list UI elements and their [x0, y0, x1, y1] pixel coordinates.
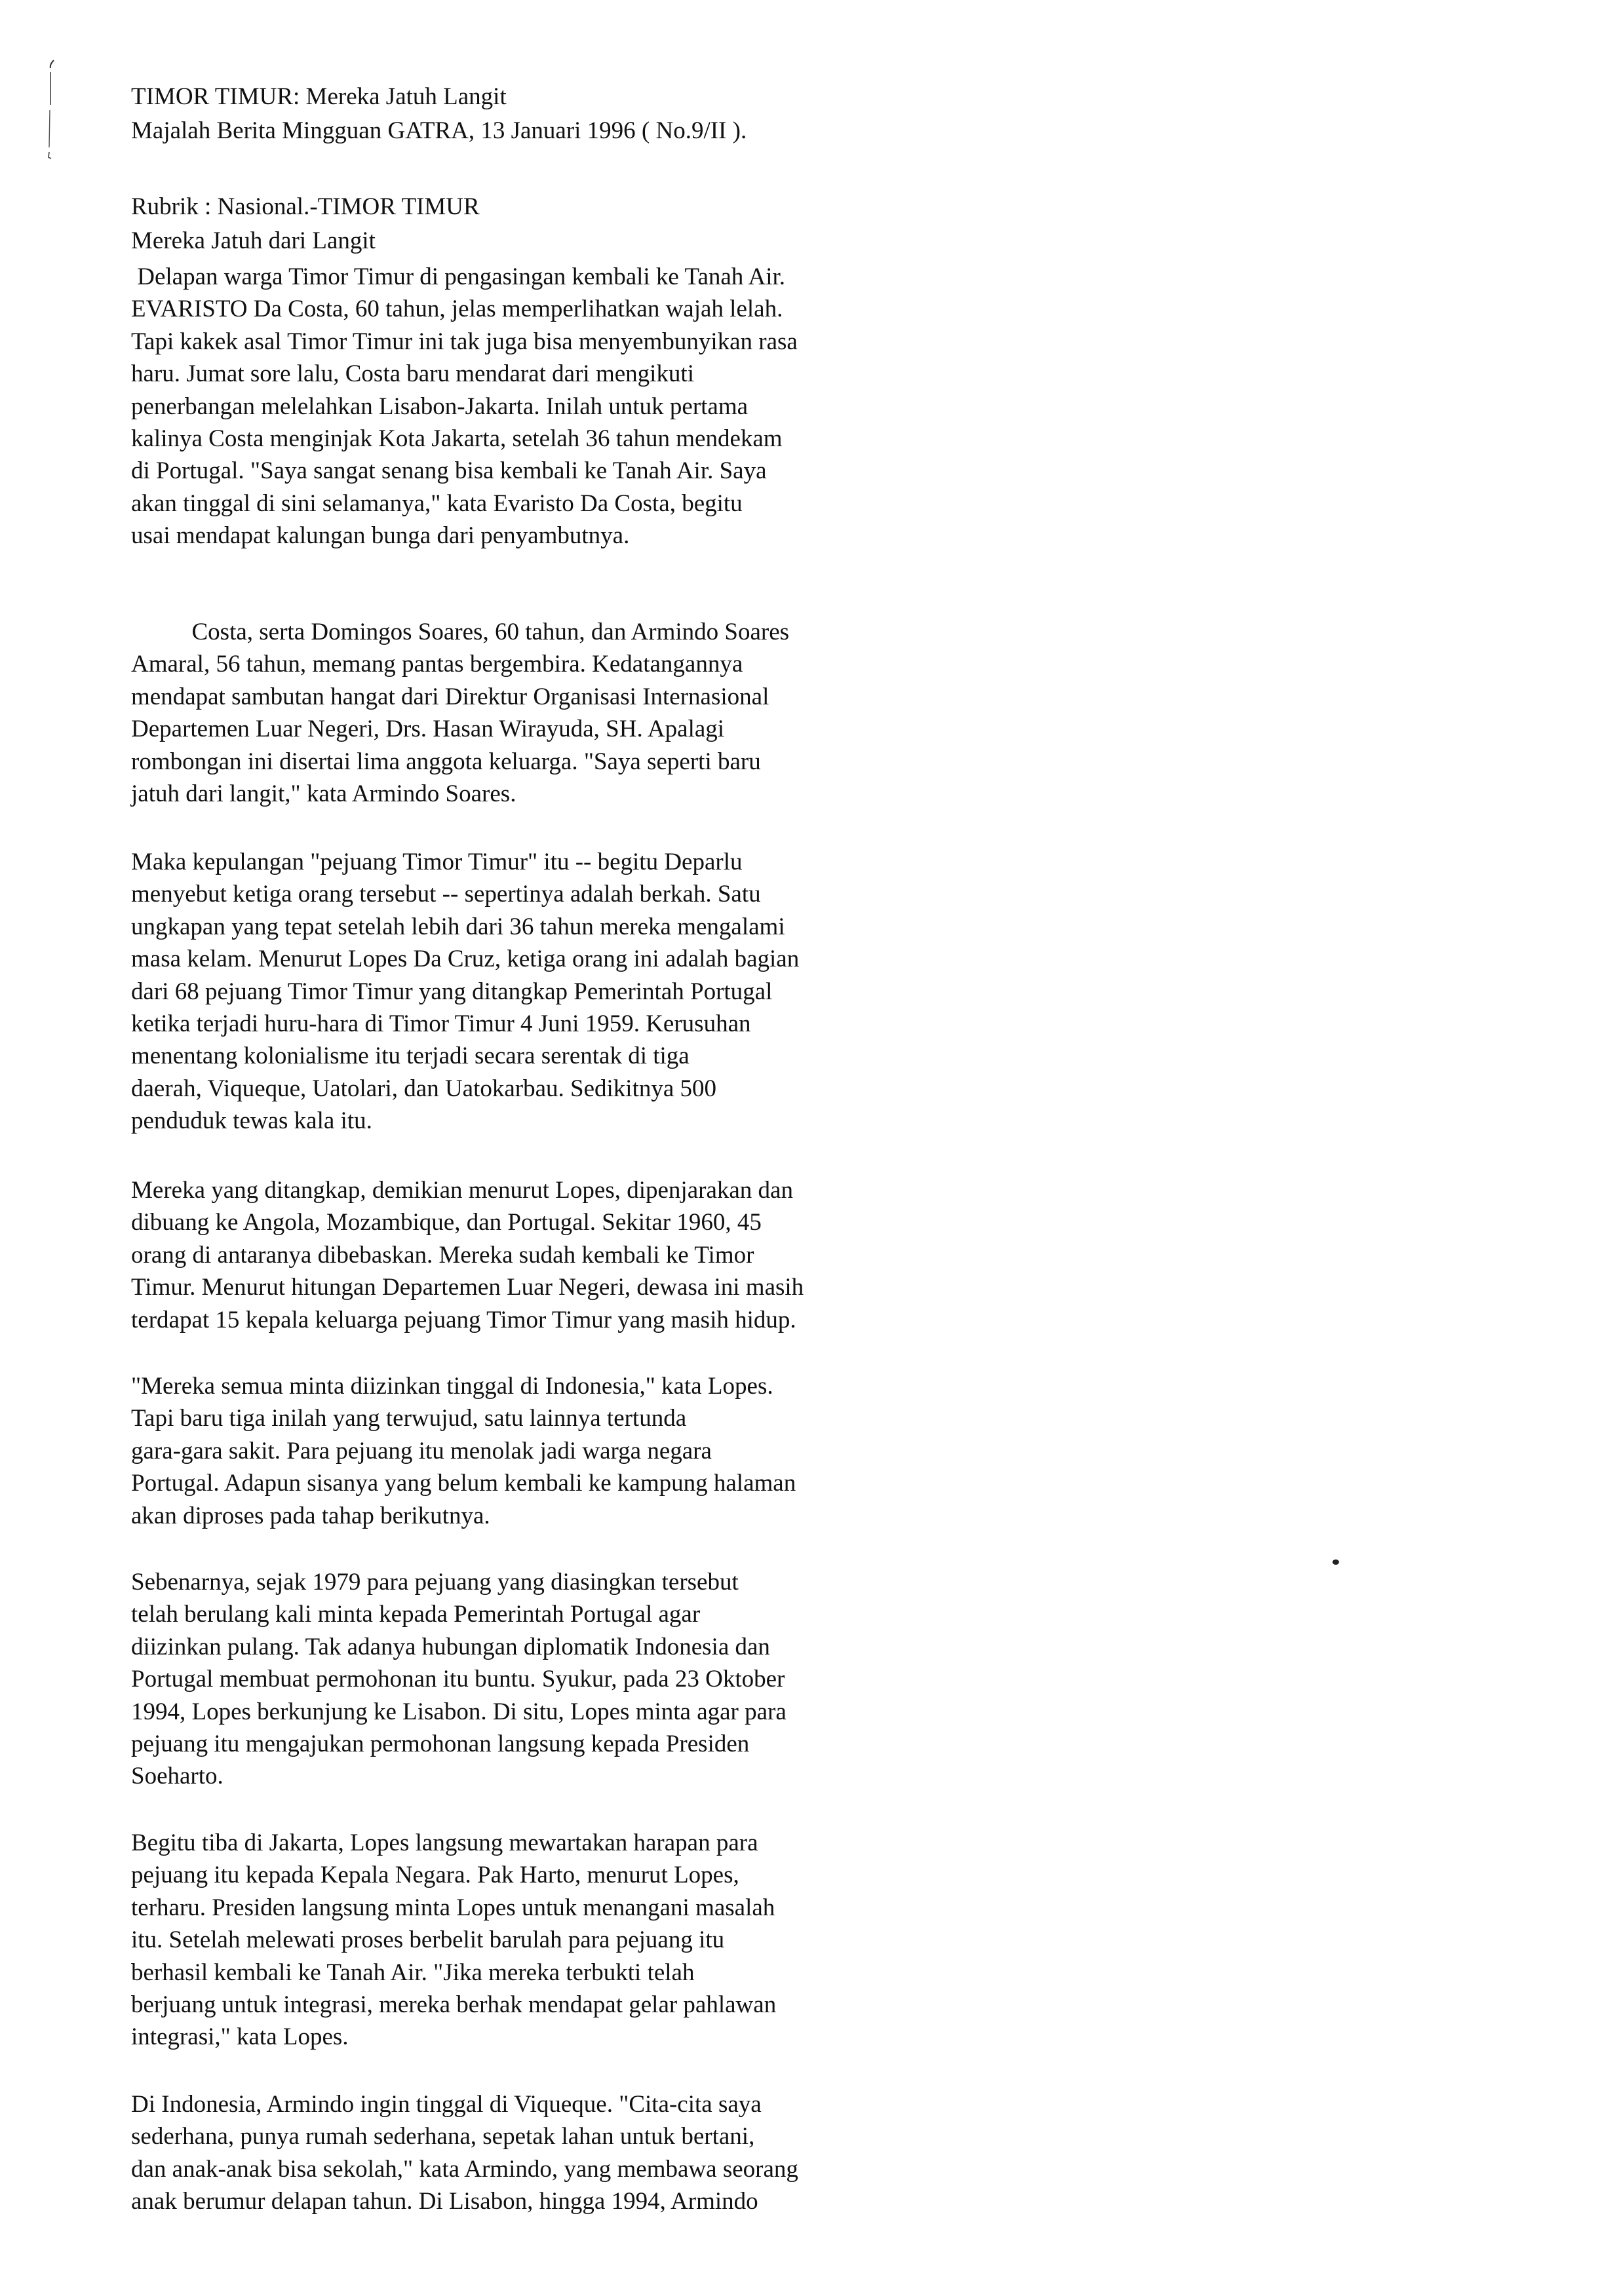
stray-mark [1333, 1559, 1339, 1565]
paragraph-line: Delapan warga Timor Timur di pengasingan kembali ke Tanah Air. [131, 263, 786, 290]
paragraph-line: Tapi kakek asal Timor Timur ini tak juga bisa menyembunyikan rasa [131, 328, 798, 355]
paragraph-line: Di Indonesia, Armindo ingin tinggal di Viqueque. "Cita-cita saya [131, 2091, 762, 2118]
paragraph-line: mendapat sambutan hangat dari Direktur Organisasi Internasional [131, 683, 769, 710]
paragraph-line: dan anak-anak bisa sekolah," kata Armindo, yang membawa seorang [131, 2155, 798, 2183]
paragraph-line: dari 68 pejuang Timor Timur yang ditangkap Pemerintah Portugal [131, 978, 773, 1005]
paragraph [131, 261, 1049, 552]
paragraph-line: di Portugal. "Saya sangat senang bisa kembali ke Tanah Air. Saya [131, 457, 767, 485]
paragraph-line: akan diproses pada tahap berikutnya. [131, 1502, 490, 1529]
paragraph-line: Amaral, 56 tahun, memang pantas bergembira. Kedatangannya [131, 651, 743, 678]
paragraph-line: kalinya Costa menginjak Kota Jakarta, setelah 36 tahun mendekam [131, 425, 783, 453]
paragraph-line: Begitu tiba di Jakarta, Lopes langsung mewartakan harapan para [131, 1829, 758, 1856]
paragraph-line: ketika terjadi huru-hara di Timor Timur 4 Juni 1959. Kerusuhan [131, 1010, 751, 1038]
paragraph-line: EVARISTO Da Costa, 60 tahun, jelas memperlihatkan wajah lelah. [131, 296, 783, 323]
paragraph-line: pejuang itu mengajukan permohonan langsung kepada Presiden [131, 1731, 750, 1758]
paragraph [131, 616, 1049, 810]
paragraph [131, 1370, 1049, 1532]
article-subtitle: Mereka Jatuh dari Langit [131, 227, 376, 254]
paragraph [131, 846, 1049, 1138]
paragraph-line: menentang kolonialisme itu terjadi secara serentak di tiga [131, 1043, 690, 1070]
paragraph-line: Departemen Luar Negeri, Drs. Hasan Wirayuda, SH. Apalagi [131, 716, 725, 743]
paragraph-line: terharu. Presiden langsung minta Lopes untuk menangani masalah [131, 1894, 775, 1921]
paragraph-line: "Mereka semua minta diizinkan tinggal di Indonesia," kata Lopes. [131, 1373, 773, 1400]
paragraph-line: itu. Setelah melewati proses berbelit barulah para pejuang itu [131, 1926, 725, 1954]
paragraph-line: terdapat 15 kepala keluarga pejuang Timor Timur yang masih hidup. [131, 1306, 796, 1333]
paragraph-line: daerah, Viqueque, Uatolari, dan Uatokarbau. Sedikitnya 500 [131, 1075, 717, 1102]
paragraph-line: orang di antaranya dibebaskan. Mereka sudah kembali ke Timor [131, 1241, 754, 1269]
paragraph-line: penduduk tewas kala itu. [131, 1107, 372, 1135]
article-title: TIMOR TIMUR: Mereka Jatuh Langit [131, 83, 507, 110]
paragraph-line: telah berulang kali minta kepada Pemerintah Portugal agar [131, 1601, 701, 1628]
paragraph-line: usai mendapat kalungan bunga dari penyambutnya. [131, 522, 630, 550]
paragraph-line: berhasil kembali ke Tanah Air. "Jika mereka terbukti telah [131, 1959, 695, 1986]
paragraph-line: haru. Jumat sore lalu, Costa baru mendarat dari mengikuti [131, 360, 694, 388]
paragraph-line: dibuang ke Angola, Mozambique, dan Portugal. Sekitar 1960, 45 [131, 1209, 762, 1236]
paragraph-line: Portugal membuat permohonan itu buntu. Syukur, pada 23 Oktober [131, 1666, 785, 1693]
paragraph-line: menyebut ketiga orang tersebut -- sepertinya adalah berkah. Satu [131, 881, 761, 908]
paragraph-line: Costa, serta Domingos Soares, 60 tahun, dan Armindo Soares [131, 619, 790, 645]
paragraph [131, 1174, 1049, 1336]
paragraph-line: Portugal. Adapun sisanya yang belum kembali ke kampung halaman [131, 1470, 796, 1497]
paragraph-line: anak berumur delapan tahun. Di Lisabon, hingga 1994, Armindo [131, 2188, 758, 2215]
paragraph [131, 2088, 1049, 2218]
publication-info: Majalah Berita Mingguan GATRA, 13 Januari 1996 ( No.9/II ). [131, 117, 747, 144]
paragraph-line: pejuang itu kepada Kepala Negara. Pak Harto, menurut Lopes, [131, 1862, 739, 1889]
paragraph-line: Tapi baru tiga inilah yang terwujud, satu lainnya tertunda [131, 1405, 687, 1432]
paragraph-line: Maka kepulangan "pejuang Timor Timur" itu -- begitu Deparlu [131, 849, 743, 875]
paragraph-line: masa kelam. Menurut Lopes Da Cruz, ketiga orang ini adalah bagian [131, 946, 800, 973]
paragraph-line: jatuh dari langit," kata Armindo Soares. [131, 780, 516, 808]
paragraph-line: akan tinggal di sini selamanya," kata Evaristo Da Costa, begitu [131, 489, 743, 517]
paragraph-line: Timur. Menurut hitungan Departemen Luar Negeri, dewasa ini masih [131, 1274, 804, 1301]
paragraph-line: integrasi," kata Lopes. [131, 2023, 349, 2051]
paragraph-line: 1994, Lopes berkunjung ke Lisabon. Di situ, Lopes minta agar para [131, 1698, 787, 1725]
paragraph-line: diizinkan pulang. Tak adanya hubungan diplomatik Indonesia dan [131, 1633, 770, 1660]
margin-pen-mark [39, 59, 66, 170]
paragraph-line: penerbangan melelahkan Lisabon-Jakarta. Inilah untuk pertama [131, 392, 749, 420]
paragraph [131, 1827, 1049, 2054]
paragraph-line: berjuang untuk integrasi, mereka berhak mendapat gelar pahlawan [131, 1991, 777, 2019]
paragraph-line: ungkapan yang tepat setelah lebih dari 36 tahun mereka mengalami [131, 913, 785, 940]
paragraph-line: gara-gara sakit. Para pejuang itu menolak jadi warga negara [131, 1437, 712, 1464]
paragraph-line: rombongan ini disertai lima anggota keluarga. "Saya seperti baru [131, 748, 761, 775]
paragraph-line: sederhana, punya rumah sederhana, sepetak lahan untuk bertani, [131, 2123, 755, 2151]
rubric-label: Rubrik : Nasional.-TIMOR TIMUR [131, 193, 480, 220]
rubric-block [131, 190, 1049, 258]
paragraph-line: Soeharto. [131, 1763, 224, 1790]
paragraph-line: Mereka yang ditangkap, demikian menurut Lopes, dipenjarakan dan [131, 1177, 793, 1204]
paragraph [131, 1566, 1049, 1793]
document-header [131, 80, 1049, 148]
paragraph-line: Sebenarnya, sejak 1979 para pejuang yang diasingkan tersebut [131, 1569, 739, 1596]
